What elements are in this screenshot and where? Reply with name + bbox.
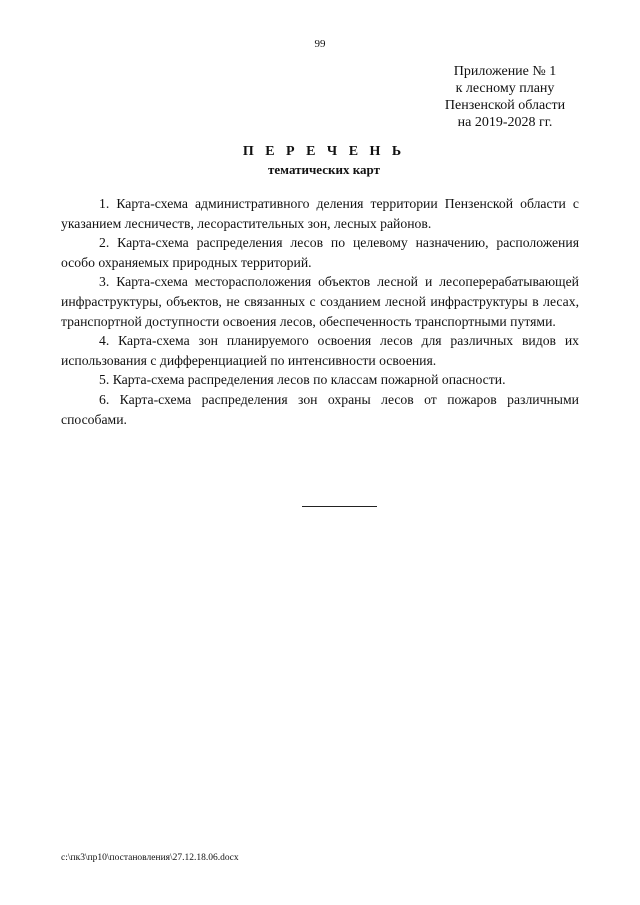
appendix-line-plan: к лесному плану [455, 81, 555, 96]
end-of-list-rule [302, 506, 377, 507]
appendix-line-region: Пензенской области [444, 98, 566, 113]
list-item: 6. Карта-схема распределения зон охраны лесов от пожаров различными способами. [61, 391, 579, 427]
map-list [61, 194, 579, 429]
document-title: П Е Р Е Ч Е Н Ь [242, 144, 406, 159]
appendix-line-period: на 2019-2028 гг. [457, 115, 553, 130]
footer-file-path: c:\пк3\пр10\постановления\27.12.18.06.docx [61, 853, 239, 863]
list-item: 5. Карта-схема распределения лесов по классам пожарной опасности. [99, 372, 506, 388]
appendix-line-number: Приложение № 1 [453, 64, 557, 79]
list-item: 2. Карта-схема распределения лесов по целевому назначению, расположения особо охраняемых природных территорий. [61, 235, 579, 270]
list-item: 4. Карта-схема зон планируемого освоения лесов для различных видов их использования с дифференциацией по интенсивности освоения. [61, 333, 579, 368]
document-subtitle: тематических карт [268, 162, 380, 177]
appendix-heading [420, 63, 590, 131]
list-item: 3. Карта-схема месторасположения объектов лесной и лесоперерабатывающей инфраструктуры, объектов, не связанных с созданием лесной инфраструктуры в лесах, транспортной доступности освоения лесов, обеспеченность транспортными путями. [61, 274, 579, 329]
list-item: 1. Карта-схема административного деления территории Пензенской области с указанием лесничеств, лесорастительных зон, лесных районов. [61, 196, 579, 231]
page-number: 99 [314, 38, 326, 50]
